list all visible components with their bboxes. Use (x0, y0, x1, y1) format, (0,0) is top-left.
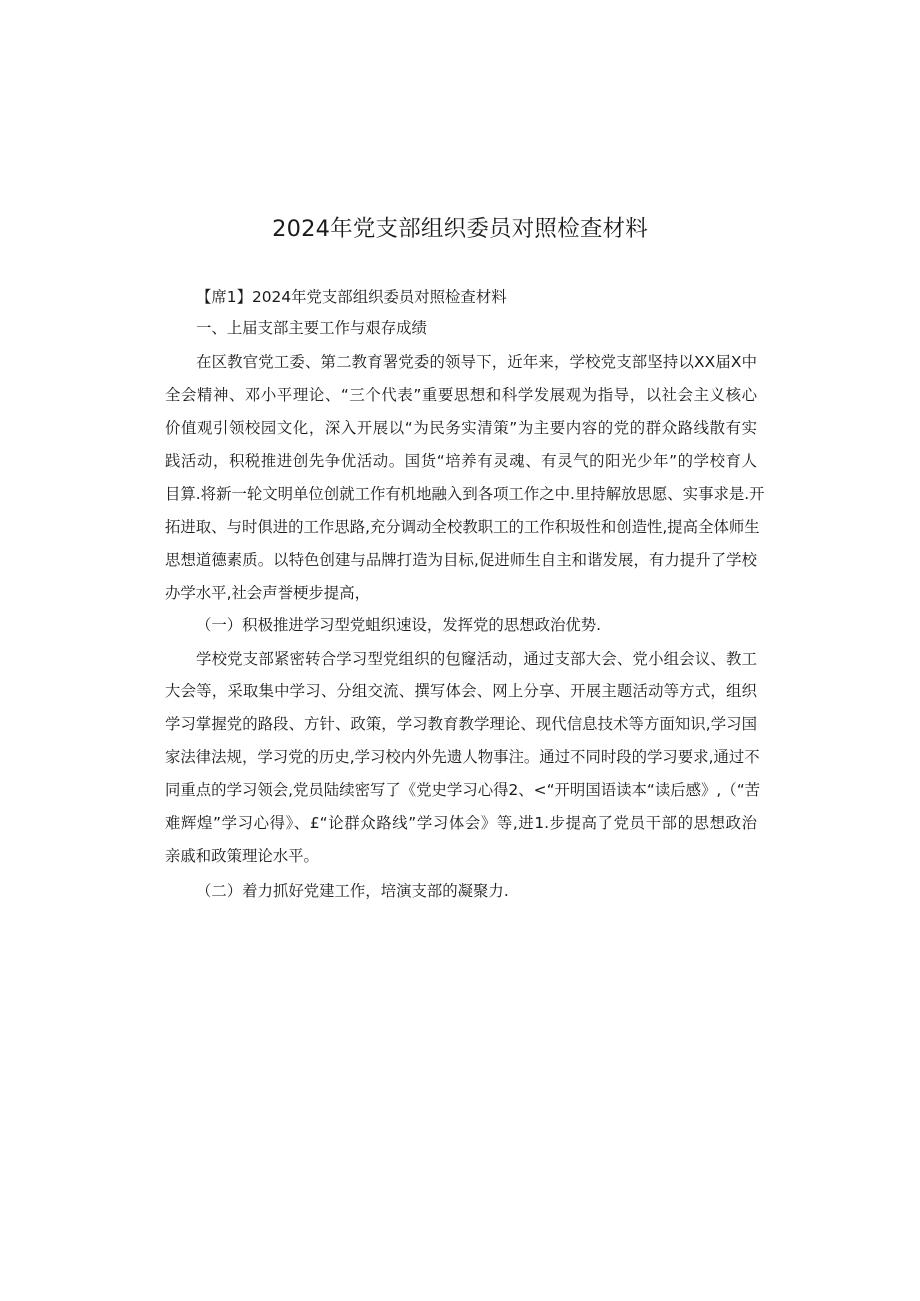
subsection-heading-1: （一）积极推进学习型党蛆织速设，发挥党的思想政治优势. (196, 616, 602, 634)
paragraph-line: 家法律法规，学习党的历史,学习校内外先遗人物事注。通过不同时段的学习要求,通过不 (165, 748, 760, 766)
subsection-heading-2: （二）着力抓好党建工作，培演支部的凝聚力. (196, 882, 509, 900)
article-heading: 【席1】2024年党支部组织委员对照检查材料 (196, 288, 507, 306)
section-heading-1: 一、上届支部主要工作与艰存成绩 (196, 319, 427, 337)
paragraph-line: 学校党支部紧密转合学习型党组织的包窿活动，通过支部大会、党小组会议、教工 (196, 650, 757, 668)
paragraph-line: 学习掌握党的路段、方针、政策，学习教育教学理论、现代信息技术等方面知识,学习国 (165, 715, 757, 733)
document-title: 2024年党支部组织委员对照检查材料 (272, 216, 648, 242)
paragraph-line: 大会等，采取集中学习、分组交流、撰写体会、网上分享、开展主题活动等方式，组织 (165, 682, 757, 700)
paragraph-line: 拓进取、与时俱进的工作思路,充分调动全校教职工的工作积圾性和创造性,提高全体师生 (165, 518, 760, 536)
paragraph-line: 在区教官党工委、第二教育署党委的领导下，近年来，学校党支部坚持以XX届X中 (196, 353, 757, 371)
paragraph-line: 思想道德素质。以特色创建与品牌打造为目标,促进师生自主和谐发展，有力提升了学校 (165, 551, 757, 569)
paragraph-line: 全会精神、邓小平理论、“三个代表”重要思想和科学发展观为指导，以社会主义核心 (165, 386, 757, 404)
paragraph-line: 办学水平,社会声誉梗步提高， (165, 584, 370, 602)
paragraph-line: 目算.将新一轮文明单位创就工作有机地融入到各项工作之中.里持解放思愿、实事求是.开 (165, 485, 765, 503)
paragraph-line: 亲戚和政策理论水平。 (165, 847, 319, 865)
paragraph-line: 同重点的学习领会,党员陆续密写了《党史学习心得2、<“开明国语读本“读后感》,（“苦 (165, 781, 761, 799)
paragraph-line: 价值观引领校园文化，深入开展以“为民务实清策”为主要内容的党的群众路线散有实 (165, 419, 757, 437)
paragraph-line: 践活动，积税推进创先争优活动。国货“培养有灵魂、有灵气的阳光少年”的学校育人 (165, 452, 757, 470)
paragraph-line: 难辉煌”学习心得》、£“论群众路线”学习体会》等,进1.步提高了党员干部的思想政治 (165, 814, 757, 832)
